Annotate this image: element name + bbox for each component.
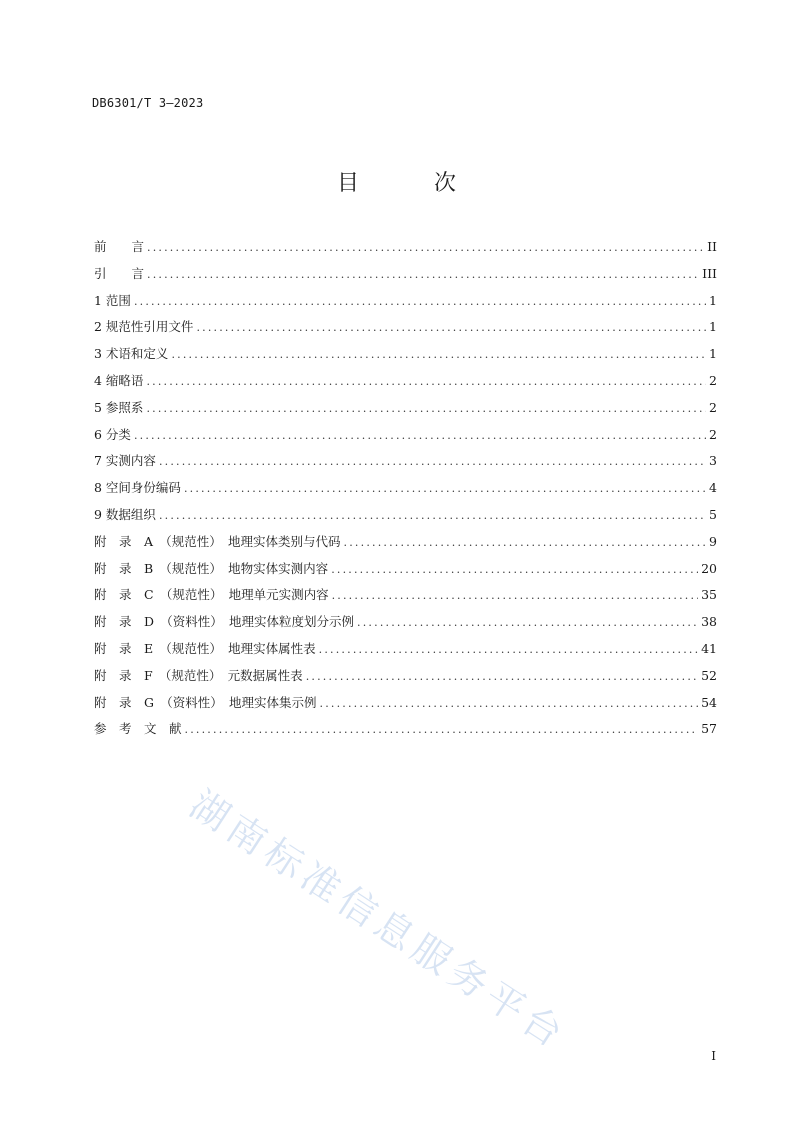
toc-leader-dots <box>159 455 706 468</box>
toc-entry-label: 附 录 A （规范性） 地理实体类别与代码 <box>94 533 341 549</box>
toc-entry-label: 1 范围 <box>94 292 131 308</box>
toc-entry-page: 1 <box>709 292 717 308</box>
toc-entry-label: 附 录 B （规范性） 地物实体实测内容 <box>94 560 329 576</box>
toc-entry-page: 2 <box>709 372 717 388</box>
toc-entry-page: 9 <box>709 533 717 549</box>
toc-entry-label: 7 实测内容 <box>94 453 156 469</box>
toc-entry-label: 附 录 G （资料性） 地理实体集示例 <box>94 694 317 710</box>
toc-leader-dots <box>171 348 706 361</box>
toc-entry-label: 附 录 C （规范性） 地理单元实测内容 <box>94 587 329 603</box>
toc-entry-classification[interactable] <box>94 425 717 452</box>
toc-entry-label: 8 空间身份编码 <box>94 480 181 496</box>
toc-entry-page: III <box>702 265 717 281</box>
toc-leader-dots <box>196 321 706 334</box>
toc-entry-appendix-c[interactable] <box>94 585 717 612</box>
table-of-contents <box>94 237 717 746</box>
toc-leader-dots <box>159 509 706 522</box>
toc-leader-dots <box>306 670 698 683</box>
toc-leader-dots <box>332 589 699 602</box>
toc-entry-label: 3 术语和定义 <box>94 346 169 362</box>
toc-leader-dots <box>185 723 699 736</box>
page-title: 目 次 <box>337 171 490 196</box>
toc-entry-terms[interactable] <box>94 344 717 371</box>
toc-entry-reference-system[interactable] <box>94 398 717 425</box>
toc-entry-appendix-d[interactable] <box>94 612 717 639</box>
toc-entry-label: 6 分类 <box>94 426 131 442</box>
toc-entry-foreword[interactable] <box>94 237 717 264</box>
toc-entry-bibliography[interactable] <box>94 719 717 746</box>
toc-entry-page: 2 <box>709 426 717 442</box>
toc-entry-appendix-e[interactable] <box>94 639 717 666</box>
toc-entry-label: 引 言 <box>94 265 145 281</box>
toc-leader-dots <box>146 402 706 415</box>
toc-entry-introduction[interactable] <box>94 264 717 291</box>
toc-leader-dots <box>331 563 698 576</box>
toc-entry-label: 参 考 文 献 <box>94 721 182 737</box>
toc-entry-page: II <box>707 239 717 254</box>
toc-entry-label: 前 言 <box>94 239 145 254</box>
toc-entry-page: 3 <box>709 453 717 469</box>
toc-entry-label: 5 参照系 <box>94 399 144 415</box>
toc-entry-data-organization[interactable] <box>94 505 717 532</box>
toc-leader-dots <box>357 616 698 629</box>
page-number: I <box>711 1049 716 1063</box>
toc-entry-page: 41 <box>701 640 717 656</box>
toc-leader-dots <box>184 482 706 495</box>
toc-entry-page: 1 <box>709 346 717 362</box>
toc-leader-dots <box>320 697 699 710</box>
toc-entry-appendix-g[interactable] <box>94 693 717 720</box>
toc-entry-page: 57 <box>701 721 717 737</box>
toc-entry-label: 附 录 F （规范性） 元数据属性表 <box>94 667 303 683</box>
toc-entry-abbreviations[interactable] <box>94 371 717 398</box>
toc-entry-appendix-a[interactable] <box>94 532 717 559</box>
toc-entry-scope[interactable] <box>94 291 717 318</box>
toc-entry-label: 附 录 E （规范性） 地理实体属性表 <box>94 640 316 656</box>
toc-entry-appendix-f[interactable] <box>94 666 717 693</box>
toc-leader-dots <box>146 375 706 388</box>
toc-entry-page: 54 <box>701 694 717 710</box>
toc-leader-dots <box>319 643 698 656</box>
toc-leader-dots <box>147 268 699 281</box>
toc-leader-dots <box>344 536 707 549</box>
document-code: DB6301/T 3—2023 <box>92 96 204 110</box>
toc-entry-appendix-b[interactable] <box>94 559 717 586</box>
toc-entry-page: 5 <box>709 506 717 522</box>
toc-leader-dots <box>134 429 706 442</box>
toc-entry-page: 2 <box>709 399 717 415</box>
toc-entry-normative-references[interactable] <box>94 317 717 344</box>
toc-entry-page: 35 <box>701 587 717 603</box>
toc-entry-page: 20 <box>701 560 717 576</box>
toc-entry-page: 1 <box>709 319 717 335</box>
toc-entry-survey-content[interactable] <box>94 451 717 478</box>
toc-entry-label: 4 缩略语 <box>94 372 144 388</box>
toc-leader-dots <box>147 241 704 254</box>
toc-leader-dots <box>134 295 706 308</box>
toc-entry-page: 52 <box>701 667 717 683</box>
toc-entry-page: 38 <box>701 614 717 630</box>
toc-entry-page: 4 <box>709 480 717 496</box>
toc-entry-label: 2 规范性引用文件 <box>94 319 194 335</box>
toc-entry-spatial-id-coding[interactable] <box>94 478 717 505</box>
watermark: 湖南标准信息服务平台 <box>182 781 576 1059</box>
toc-entry-label: 9 数据组织 <box>94 506 156 522</box>
toc-entry-label: 附 录 D （资料性） 地理实体粒度划分示例 <box>94 614 355 630</box>
